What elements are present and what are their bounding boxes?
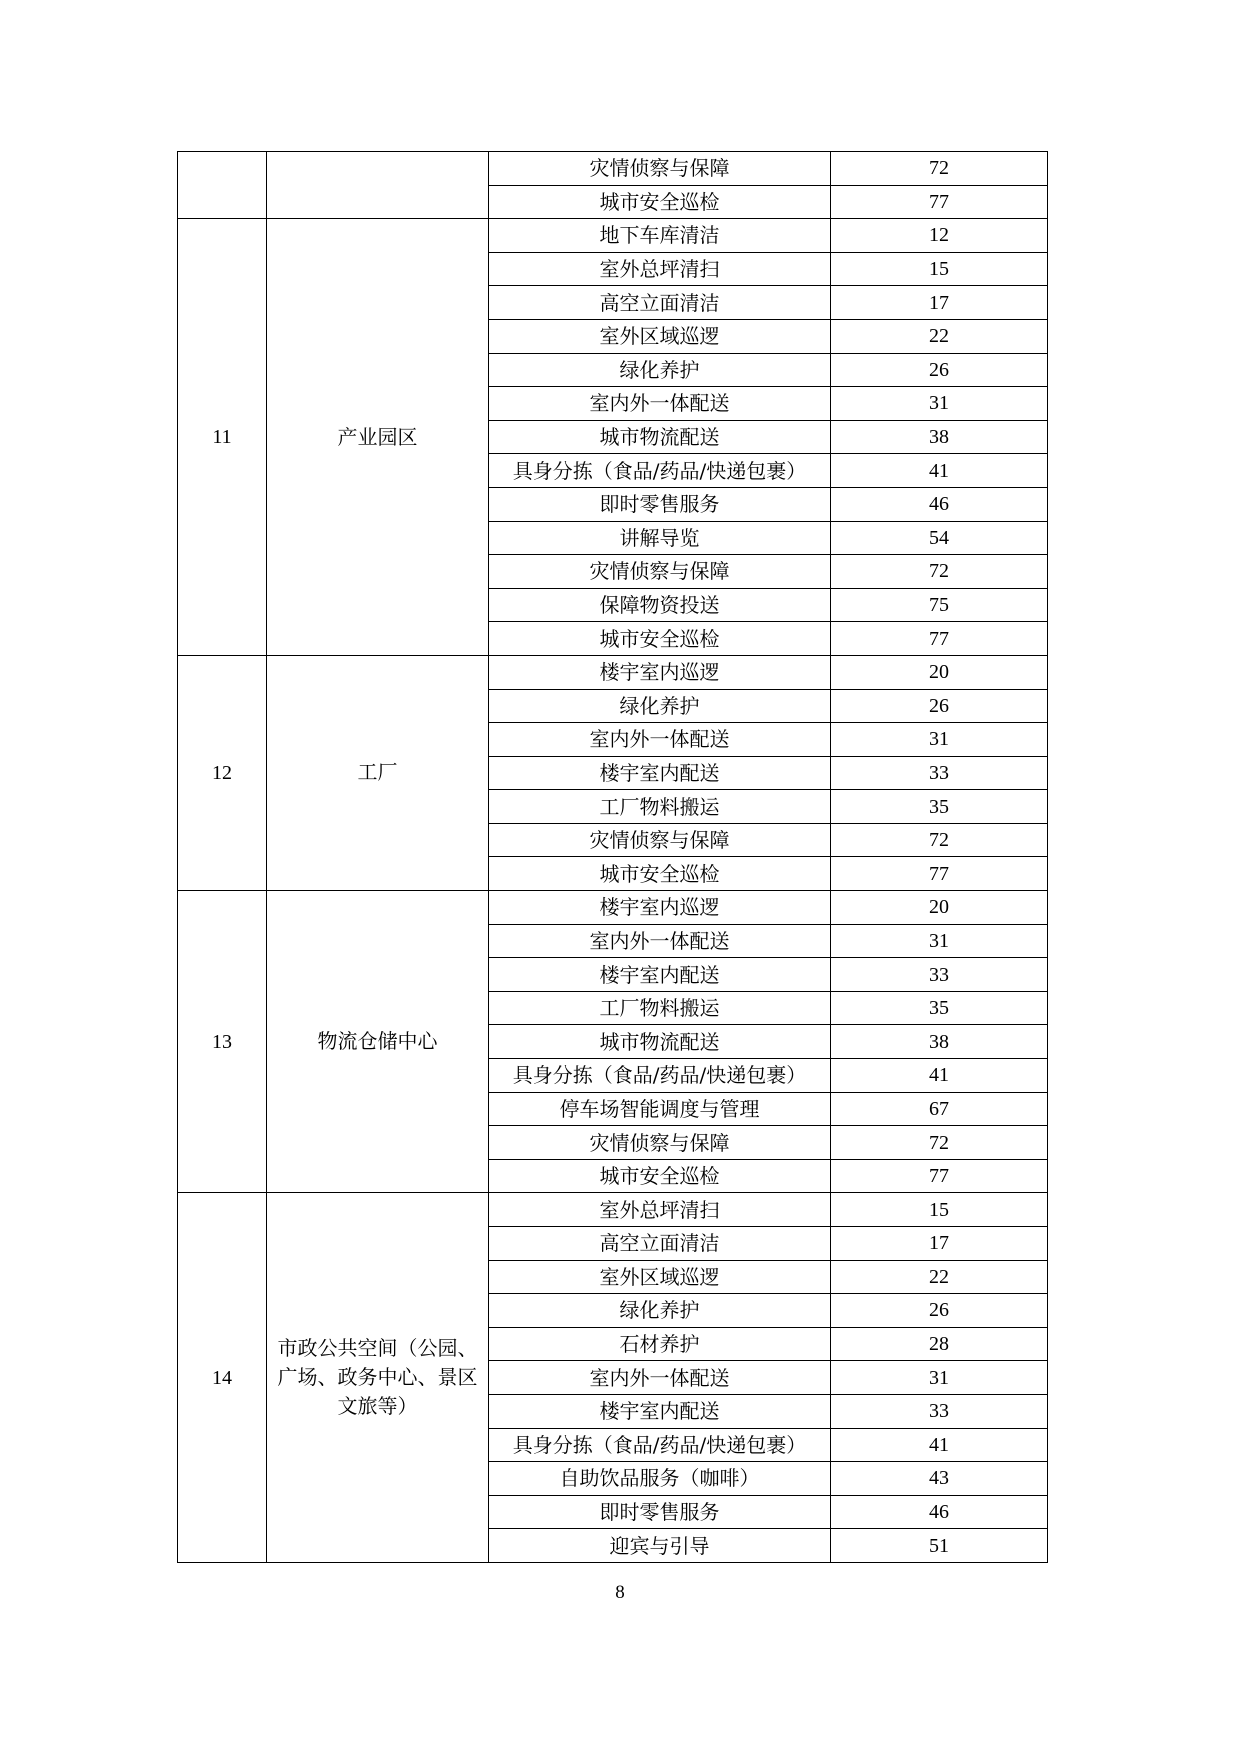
scene-name-cell: 物流仓储中心 (267, 891, 489, 1193)
task-name-cell: 停车场智能调度与管理 (489, 1092, 831, 1126)
task-name-cell: 即时零售服务 (489, 1495, 831, 1529)
task-code-cell: 38 (831, 1025, 1048, 1059)
task-code-cell: 41 (831, 454, 1048, 488)
task-name-cell: 具身分拣（食品/药品/快递包裹） (489, 1059, 831, 1093)
task-code-cell: 28 (831, 1327, 1048, 1361)
task-code-cell: 72 (831, 152, 1048, 186)
group-number-cell: 11 (178, 219, 267, 656)
task-name-cell: 室内外一体配送 (489, 387, 831, 421)
task-name-cell: 城市安全巡检 (489, 857, 831, 891)
task-name-cell: 室内外一体配送 (489, 924, 831, 958)
task-name-cell: 楼宇室内巡逻 (489, 891, 831, 925)
task-code-cell: 26 (831, 1294, 1048, 1328)
task-code-cell: 26 (831, 689, 1048, 723)
task-name-cell: 楼宇室内配送 (489, 958, 831, 992)
task-name-cell: 讲解导览 (489, 521, 831, 555)
task-code-cell: 38 (831, 420, 1048, 454)
task-name-cell: 绿化养护 (489, 689, 831, 723)
task-code-cell: 33 (831, 756, 1048, 790)
task-code-cell: 31 (831, 924, 1048, 958)
scenario-task-table (177, 151, 1048, 1563)
task-code-cell: 72 (831, 823, 1048, 857)
task-code-cell: 17 (831, 286, 1048, 320)
task-name-cell: 石材养护 (489, 1327, 831, 1361)
task-code-cell: 22 (831, 319, 1048, 353)
task-name-cell: 室内外一体配送 (489, 723, 831, 757)
task-name-cell: 城市安全巡检 (489, 622, 831, 656)
task-code-cell: 77 (831, 857, 1048, 891)
task-name-cell: 室外总坪清扫 (489, 252, 831, 286)
task-code-cell: 35 (831, 790, 1048, 824)
task-name-cell: 楼宇室内配送 (489, 1394, 831, 1428)
task-name-cell: 城市安全巡检 (489, 185, 831, 219)
task-code-cell: 22 (831, 1260, 1048, 1294)
table-row (178, 219, 1048, 253)
task-code-cell: 33 (831, 958, 1048, 992)
task-code-cell: 75 (831, 588, 1048, 622)
task-name-cell: 楼宇室内配送 (489, 756, 831, 790)
task-name-cell: 室内外一体配送 (489, 1361, 831, 1395)
task-code-cell: 31 (831, 723, 1048, 757)
task-name-cell: 高空立面清洁 (489, 1227, 831, 1261)
task-name-cell: 楼宇室内巡逻 (489, 655, 831, 689)
task-code-cell: 51 (831, 1529, 1048, 1563)
task-name-cell: 迎宾与引导 (489, 1529, 831, 1563)
task-name-cell: 工厂物料搬运 (489, 991, 831, 1025)
table-row (178, 152, 1048, 186)
task-name-cell: 即时零售服务 (489, 487, 831, 521)
task-code-cell: 31 (831, 387, 1048, 421)
task-name-cell: 具身分拣（食品/药品/快递包裹） (489, 1428, 831, 1462)
table-body (178, 152, 1048, 1563)
task-code-cell: 31 (831, 1361, 1048, 1395)
task-code-cell: 72 (831, 1126, 1048, 1160)
task-code-cell: 26 (831, 353, 1048, 387)
task-code-cell: 15 (831, 1193, 1048, 1227)
task-code-cell: 35 (831, 991, 1048, 1025)
task-code-cell: 15 (831, 252, 1048, 286)
task-code-cell: 46 (831, 1495, 1048, 1529)
task-name-cell: 灾情侦察与保障 (489, 152, 831, 186)
task-name-cell: 城市物流配送 (489, 420, 831, 454)
task-code-cell: 17 (831, 1227, 1048, 1261)
task-code-cell: 77 (831, 1159, 1048, 1193)
task-name-cell: 绿化养护 (489, 1294, 831, 1328)
group-number-cell: 12 (178, 655, 267, 890)
scene-name-cell (267, 152, 489, 219)
task-code-cell: 54 (831, 521, 1048, 555)
task-name-cell: 灾情侦察与保障 (489, 823, 831, 857)
task-code-cell: 67 (831, 1092, 1048, 1126)
task-name-cell: 室外区域巡逻 (489, 1260, 831, 1294)
task-code-cell: 41 (831, 1059, 1048, 1093)
scene-name-cell: 产业园区 (267, 219, 489, 656)
scene-name-cell: 工厂 (267, 655, 489, 890)
task-code-cell: 20 (831, 891, 1048, 925)
task-code-cell: 41 (831, 1428, 1048, 1462)
task-name-cell: 室外总坪清扫 (489, 1193, 831, 1227)
table-row (178, 655, 1048, 689)
task-code-cell: 77 (831, 622, 1048, 656)
table-row (178, 1193, 1048, 1227)
task-name-cell: 城市物流配送 (489, 1025, 831, 1059)
scene-name-cell: 市政公共空间（公园、广场、政务中心、景区文旅等） (267, 1193, 489, 1563)
task-code-cell: 77 (831, 185, 1048, 219)
task-code-cell: 33 (831, 1394, 1048, 1428)
task-name-cell: 高空立面清洁 (489, 286, 831, 320)
task-name-cell: 保障物资投送 (489, 588, 831, 622)
task-code-cell: 20 (831, 655, 1048, 689)
task-name-cell: 灾情侦察与保障 (489, 555, 831, 589)
group-number-cell: 14 (178, 1193, 267, 1563)
task-code-cell: 12 (831, 219, 1048, 253)
task-name-cell: 工厂物料搬运 (489, 790, 831, 824)
task-code-cell: 72 (831, 555, 1048, 589)
task-code-cell: 46 (831, 487, 1048, 521)
task-name-cell: 室外区域巡逻 (489, 319, 831, 353)
task-code-cell: 43 (831, 1462, 1048, 1496)
table-row (178, 891, 1048, 925)
page-number: 8 (615, 1582, 625, 1603)
task-name-cell: 绿化养护 (489, 353, 831, 387)
task-name-cell: 城市安全巡检 (489, 1159, 831, 1193)
task-name-cell: 灾情侦察与保障 (489, 1126, 831, 1160)
group-number-cell (178, 152, 267, 219)
task-name-cell: 地下车库清洁 (489, 219, 831, 253)
task-name-cell: 自助饮品服务（咖啡） (489, 1462, 831, 1496)
group-number-cell: 13 (178, 891, 267, 1193)
task-name-cell: 具身分拣（食品/药品/快递包裹） (489, 454, 831, 488)
